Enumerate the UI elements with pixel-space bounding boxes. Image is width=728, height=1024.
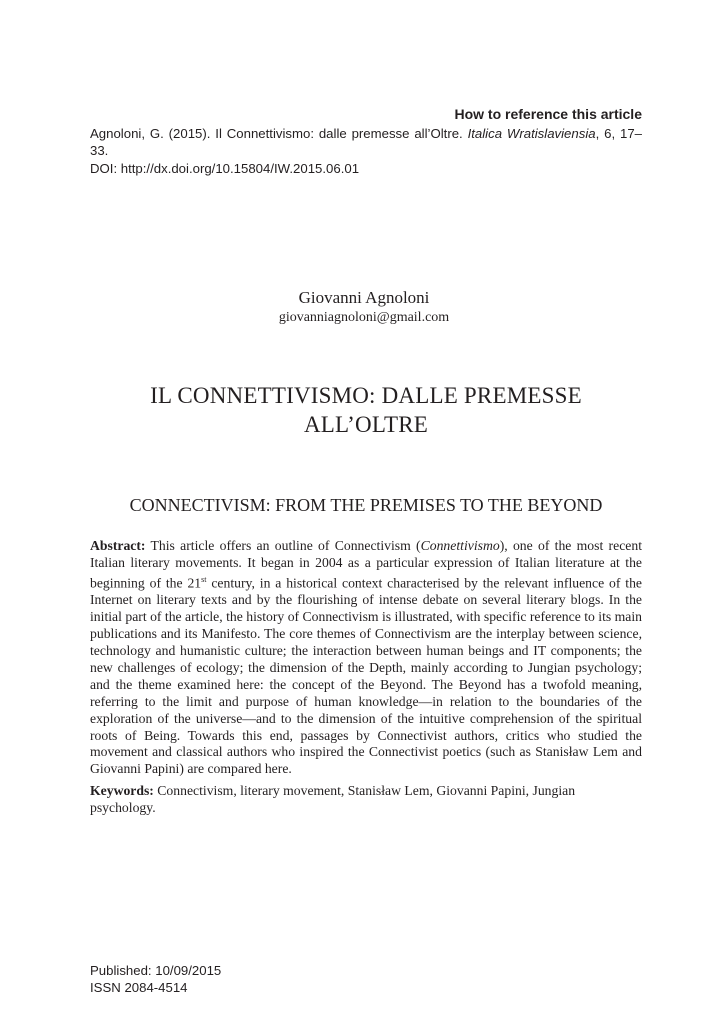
citation-volume-pages: , 6, 17–33.: [90, 125, 642, 158]
reference-block: [90, 106, 642, 177]
reference-heading: How to reference this article: [454, 106, 642, 122]
article-title: [90, 381, 642, 439]
keywords-label: Keywords:: [90, 783, 154, 798]
article-subtitle: CONNECTIVISM: FROM THE PREMISES TO THE BEYOND: [129, 495, 603, 515]
footer: [90, 962, 221, 996]
abstract-text-2: ), one of the most recent Italian literary movements. It began in 2004 as a particular expression of Italian literature at the beginning of the 21: [90, 538, 642, 591]
published-date: Published: 10/09/2015: [90, 963, 222, 978]
reference-citation: [90, 125, 642, 160]
author-name: Giovanni Agnoloni: [298, 288, 430, 307]
abstract: [90, 538, 642, 778]
article-title-line-1: IL CONNETTIVISMO: DALLE PREMESSE: [150, 383, 582, 408]
reference-doi: DOI: http://dx.doi.org/10.15804/IW.2015.06.01: [90, 160, 360, 176]
author-block: [0, 288, 728, 327]
citation-text: Agnoloni, G. (2015). Il Connettivismo: dalle premesse all’Oltre.: [90, 125, 468, 141]
issn: ISSN 2084-4514: [90, 980, 188, 995]
journal-name: Italica Wratislaviensia: [467, 125, 596, 141]
abstract-italic-term: Connettivismo: [420, 538, 500, 553]
keywords-text: Connectivism, literary movement, Stanisław Lem, Giovanni Papini, Jungian psychology.: [90, 783, 576, 815]
abstract-text-1: This article offers an outline of Connectivism (: [145, 538, 421, 553]
abstract-superscript: st: [201, 574, 207, 584]
author-email: giovanniagnoloni@gmail.com: [278, 310, 450, 325]
keywords: [90, 782, 642, 816]
abstract-label: Abstract:: [90, 538, 146, 553]
abstract-text-3: century, in a historical context characterised by the relevant influence of the Internet on literary texts and by the flourishing of intense debate on several literary blogs. In the initial part of the article, the history of Connectivism is illustrated, with specific reference to its main publications and its Manifesto. The core themes of Connectivism are the interplay between science, technology and humanistic culture; the interaction between human beings and IT components; the new challenges of ecology; the dimension of the Depth, mainly according to Jungian psychology; and the theme examined here: the concept of the Beyond. The Beyond has a twofold meaning, referring to the limit and purpose of human knowledge—in relation to the boundaries of the exploration of the universe—and to the dimension of the intuitive comprehension of the spiritual roots of Being. Towards this end, passages by Connectivist authors, critics who studied the movement and classical authors who inspired the Connectivist poetics (such as Stanisław Lem and Giovanni Papini) are compared here.: [90, 575, 643, 777]
article-title-line-2: ALL’OLTRE: [303, 412, 429, 437]
